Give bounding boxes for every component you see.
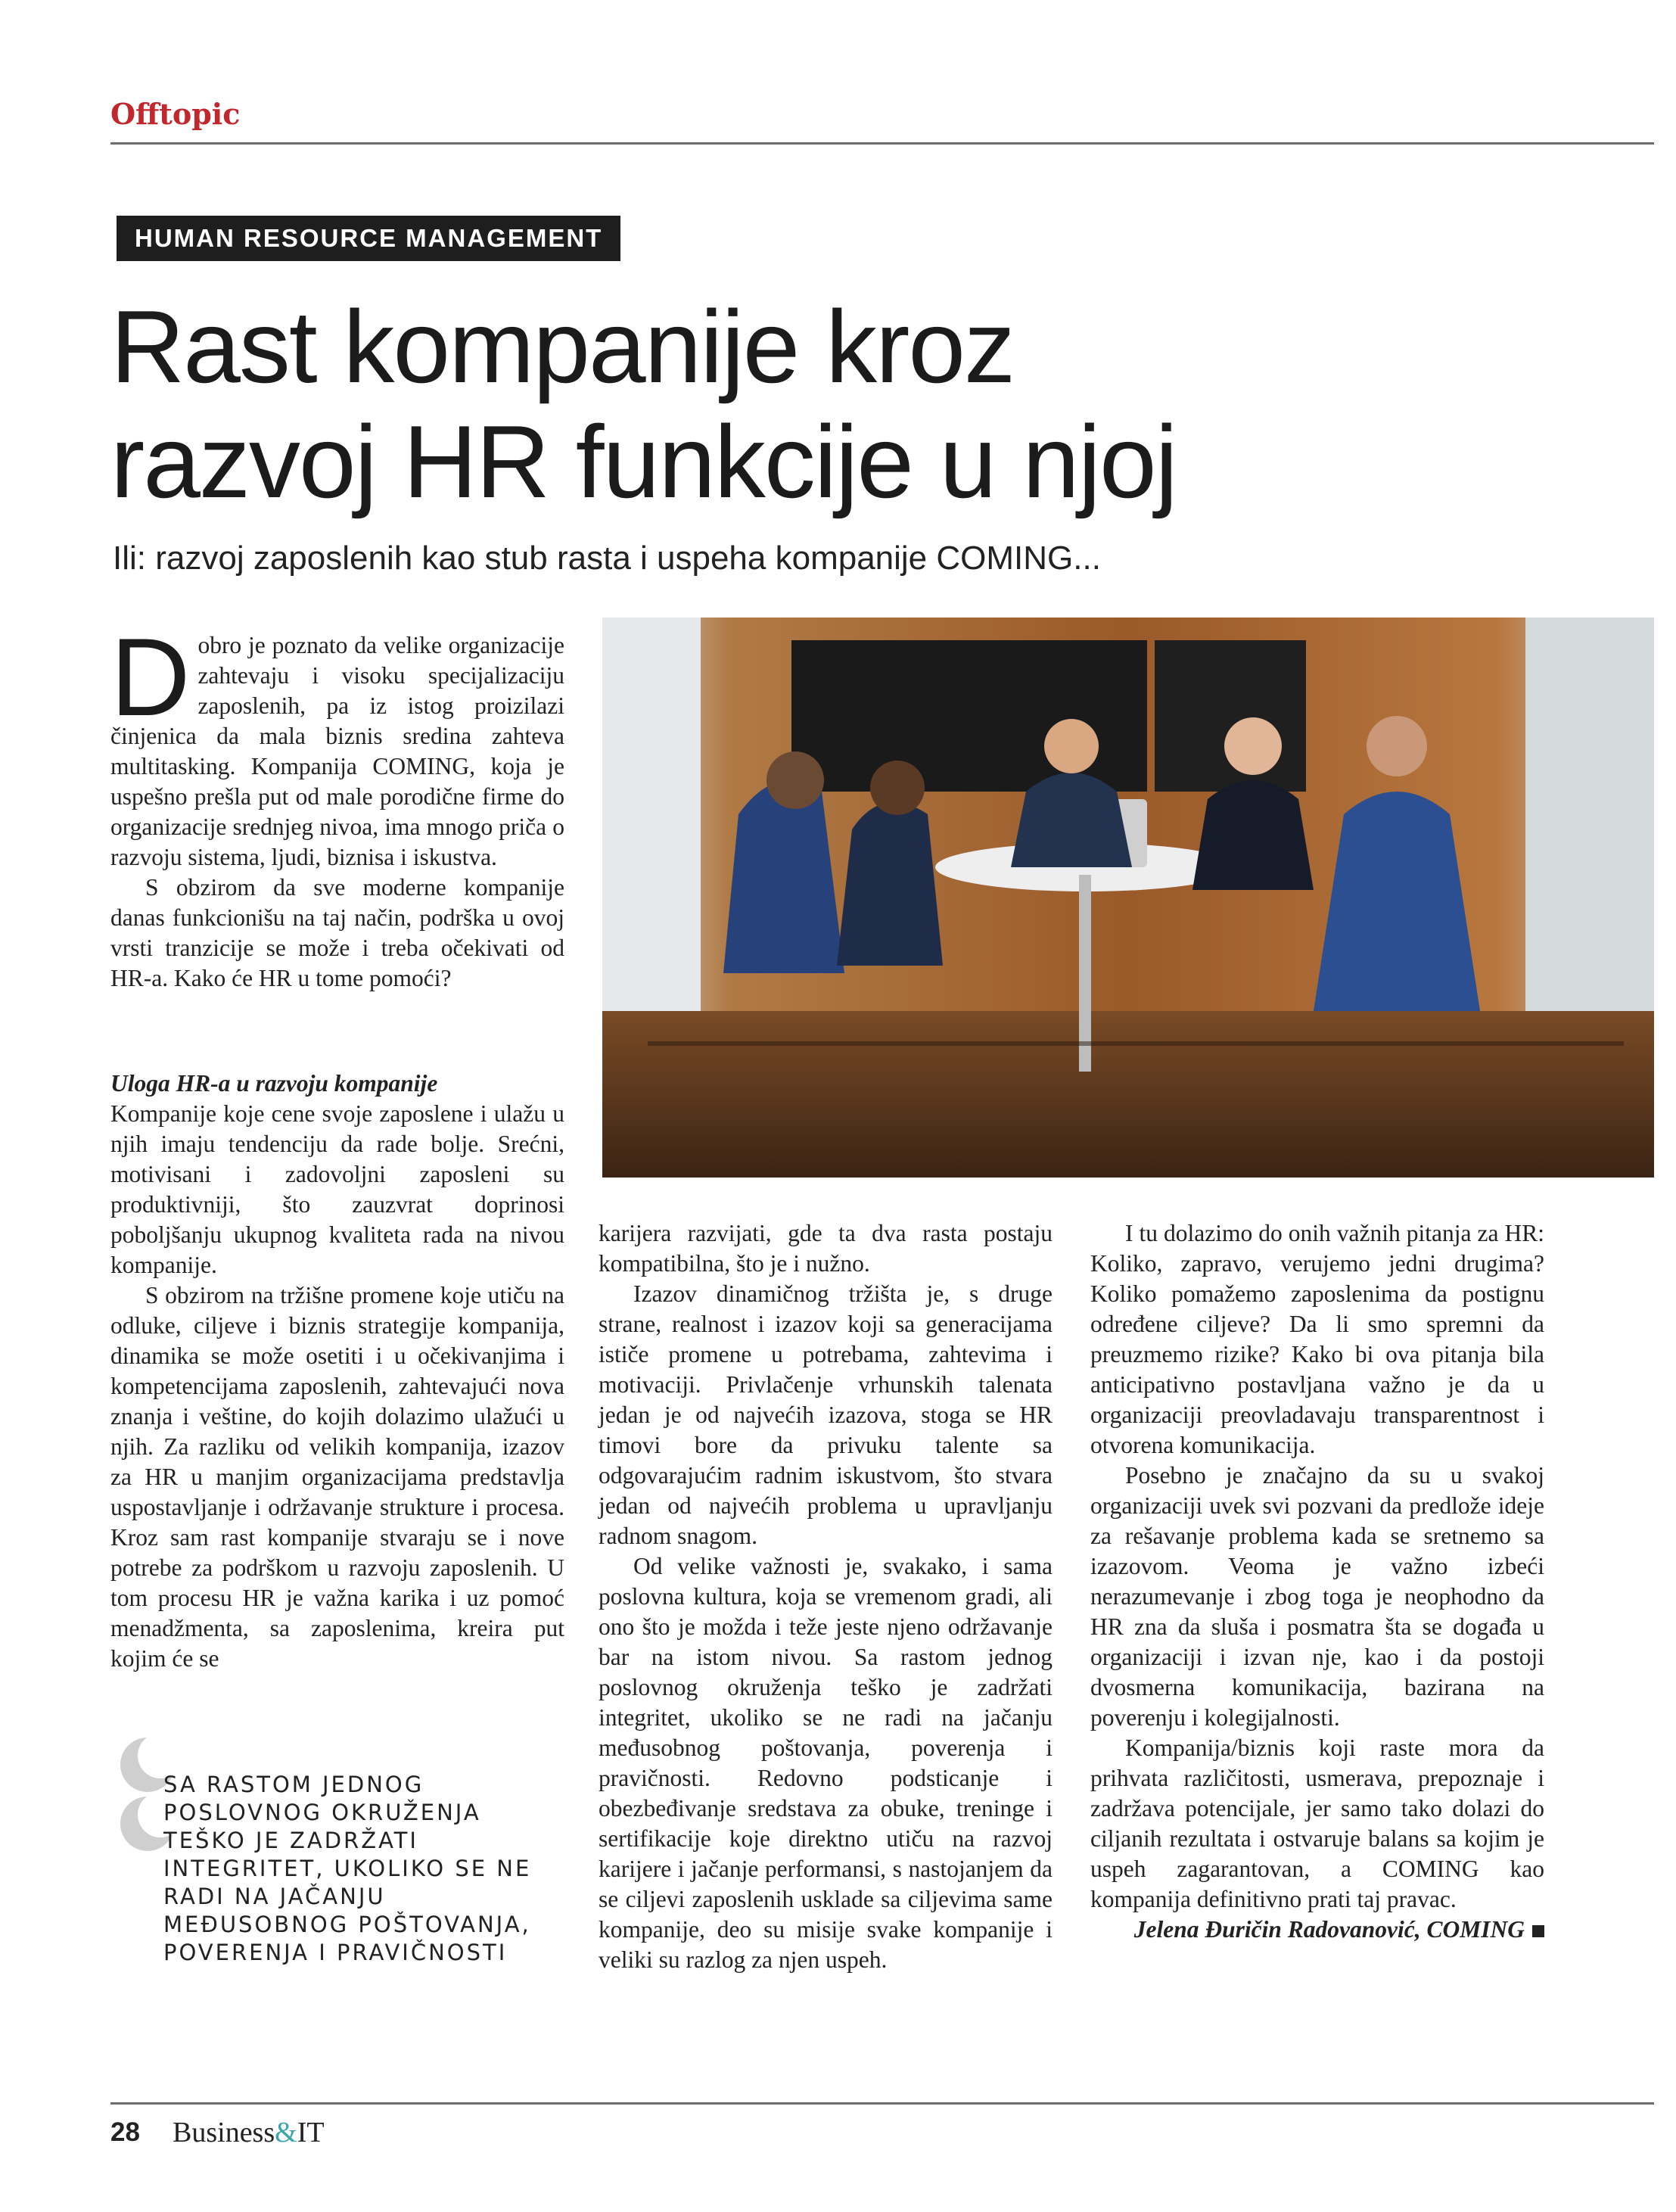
- paragraph: Od velike važnosti je, svakako, i sama poslovna kultura, koja se vremenom gradi, ali ono što je možda i teže jeste njeno održavanje bar na istom nivou. Sa rastom jednog poslovnog okruženja teško je zadržati integritet, ukoliko se ne radi na jačanju međusobnog poštovanja, poverenja i pravičnosti. Redovno podsticanje i obezbeđivanje sredstava za obuke, treninge i sertifikacije koje direktno utiču na razvoj karijere i jačanje performansi, s nastojanjem da se ciljevi zaposlenih usklade sa ciljevima same kompanije, deo su misije svake kompanije i veliki su razlog za njen uspeh.: [599, 1553, 1053, 1973]
- article-headline: [110, 289, 1548, 519]
- pull-quote: SA RASTOM JEDNOG POSLOVNOG OKRUŽENJA TEŠKO JE ZADRŽATI INTEGRITET, UKOLIKO SE NE RADI NA JAČANJU MEĐUSOBNOG POŠTOVANJA, POVERENJA I PRAVIČNOSTI: [163, 1772, 532, 1965]
- paragraph: karijera razvijati, gde ta dva rasta postaju kompatibilna, što je i nužno.: [599, 1220, 1053, 1277]
- article-subtitle: Ili: razvoj zaposlenih kao stub rasta i uspeha kompanije COMING...: [113, 540, 1101, 577]
- brand-part-2: IT: [297, 2117, 325, 2148]
- column-left-bottom: [110, 1069, 564, 1674]
- article-photo: [602, 618, 1654, 1178]
- end-mark-icon: [1532, 1925, 1544, 1937]
- bottom-divider: [110, 2102, 1654, 2105]
- top-divider: [110, 142, 1654, 145]
- magazine-brand: [173, 2116, 325, 2149]
- paragraph: Izazov dinamičnog tržišta je, s druge strane, realnost i izazov koji sa generacijama ističe promene u potrebama, zahtevima i motivaciji. Privlačenje vrhunskih talenata jedan je od najvećih izazova, stoga se HR timovi bore da privuku talente sa odgovarajućim radnim iskustvom, što stvara jedan od najvećih problema u upravljanju radnom snagom.: [599, 1280, 1053, 1549]
- brand-ampersand: &: [275, 2117, 297, 2148]
- section-subheading: Uloga HR-a u razvoju kompanije: [110, 1070, 438, 1097]
- headline-line-2: razvoj HR funkcije u njoj: [110, 404, 1177, 519]
- paragraph: I tu dolazimo do onih važnih pitanja za HR: Koliko, zapravo, verujemo jedni drugima? Koliko pomažemo zaposlenima da postignu određene ciljeve? Da li smo spremni da preuzmemo rizike? Kako bi ova pitanja bila anticipativno postavljana važno je da u organizaciji preovladavaju transparentnost i otvorena komunikacija.: [1090, 1220, 1544, 1458]
- headline-line-1: Rast kompanije kroz: [110, 289, 1015, 404]
- meeting-photo-illustration: [602, 618, 1654, 1178]
- page-number: 28: [110, 2117, 140, 2147]
- paragraph: Kompanija/biznis koji raste mora da prihvata različitosti, usmerava, prepoznaje i zadržava potencijale, jer samo tako dolazi do ciljanih rezultata i ostvaruje balans sa kojim je uspeh zagarantovan, a COMING kao kompanija definitivno prati taj pravac.: [1090, 1734, 1544, 1912]
- brand-part-1: Business: [173, 2117, 275, 2148]
- author-byline: [1090, 1915, 1544, 1945]
- intro-text: obro je poznato da velike organizacije zahtevaju i visoku specijalizaciju zaposlenih, pa iz istog proizilazi činjenica da mala biznis sredina zahteva multitasking. Kompanija COMING, koja je uspešno prešla put od male porodične firme do organizacije srednjeg nivoa, ima mnogo priča o razvoju sistema, ljudi, biznisa i iskustva.: [110, 632, 564, 870]
- article-kicker: HUMAN RESOURCE MANAGEMENT: [117, 216, 620, 261]
- column-middle: [599, 1218, 1053, 1975]
- column-right: [1090, 1218, 1544, 1945]
- section-label: Offtopic: [110, 97, 241, 131]
- drop-cap: D: [110, 615, 191, 739]
- paragraph: Kompanije koje cene svoje zaposlene i ulažu u njih imaju tendenciju da rade bolje. Srećni, motivisani i zadovoljni zaposleni su produktivniji, što zauzvrat doprinosi poboljšanju ukupnog kvaliteta rada na nivou kompanije.: [110, 1100, 564, 1278]
- column-left-top: [110, 615, 564, 994]
- intro-paragraph: [110, 615, 564, 873]
- paragraph: Posebno je značajno da su u svakoj organizaciji uvek svi pozvani da predlože ideje za rešavanje problema kada se sretnemo sa izazovom. Veoma je važno izbeći nerazumevanje i zbog toga je neophodno da HR zna da sluša i posmatra šta se događa u organizaciji i izvan nje, kao i da postoji dvosmerna komunikacija, bazirana na poverenju i kolegijalnosti.: [1090, 1462, 1544, 1731]
- author-name: Jelena Đuričin Radovanović, COMING: [1133, 1916, 1525, 1943]
- paragraph: S obzirom da sve moderne kompanije danas funkcionišu na taj način, podrška u ovoj vrsti tranzicije se može i treba očekivati od HR-a. Kako će HR u tome pomoći?: [110, 874, 564, 991]
- paragraph: S obzirom na tržišne promene koje utiču na odluke, ciljeve i biznis strategije kompanija, dinamika se može osetiti i u očekivanjima i kompetencijama zaposlenih, zahtevajući nova znanja i veštine, do kojih dolazimo ulažući u njih. Za razliku od velikih kompanija, izazov za HR u manjim organizacijama predstavlja uspostavljanje i održavanje strukture i procesa. Kroz sam rast kompanije stvaraju se i nove potrebe za podrškom u razvoju zaposlenih. U tom procesu HR je važna karika i uz pomoć menadžmenta, sa zaposlenima, kreira put kojim će se: [110, 1282, 564, 1672]
